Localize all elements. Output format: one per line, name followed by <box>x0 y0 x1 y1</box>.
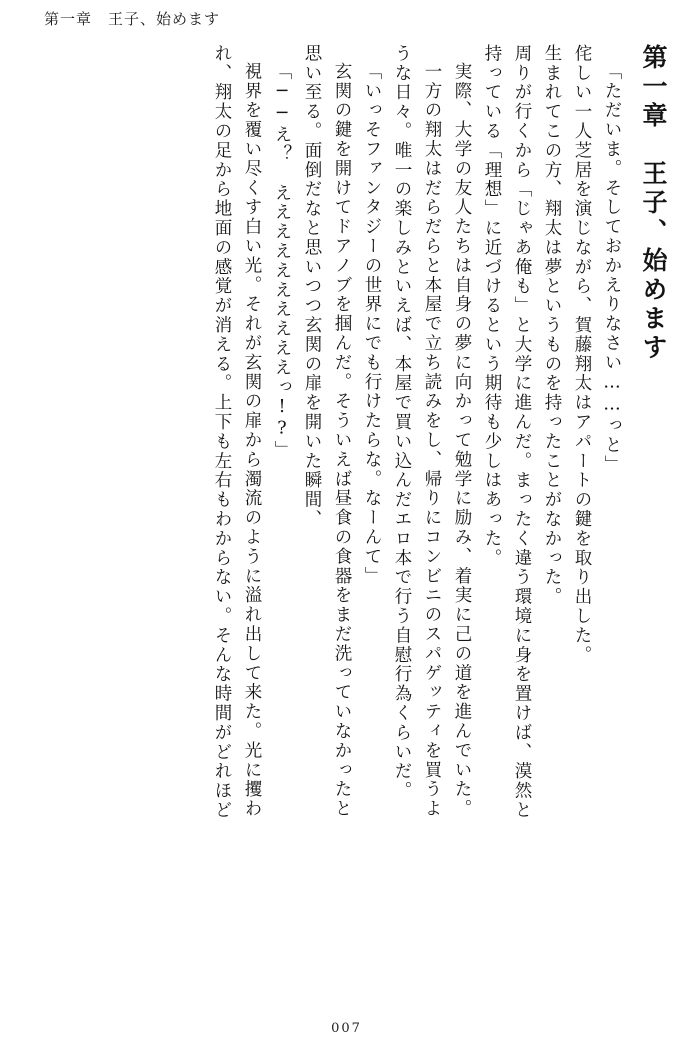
vertical-text-body <box>26 44 666 1004</box>
text-column: 侘しい一人芝居を演じながら、賀藤翔太はアパートの鍵を取り出した。 <box>572 44 592 665</box>
text-column: 実際、大学の友人たちは自身の夢に向かって勉学に励み、着実に己の道を進んでいた。 <box>452 62 472 819</box>
text-column: 「ただいま。そしておかえりなさい……っと」 <box>602 62 622 475</box>
text-column: 「──え？ ええええええええええっ!?」 <box>272 62 292 460</box>
text-column: 生まれてこの方、翔太は夢というものを持ったことがなかった。 <box>542 44 562 607</box>
text-column: 一方の翔太はだらだらと本屋で立ち読みをし、帰りにコンビニのスパゲッティを買うよ <box>422 62 442 819</box>
text-column: 周りが行くから「じゃあ俺も」と大学に進んだ。まったく違う環境に身を置けば、漠然と <box>512 44 532 820</box>
text-column: 思い至る。面倒だなと思いつつ玄関の扉を開いた瞬間、 <box>302 44 322 529</box>
text-column: 視界を覆い尽くす白い光。それが玄関の扉から濁流のように溢れ出して来た。光に攫わ <box>242 62 262 819</box>
running-head: 第一章 王子、始めます <box>44 10 221 28</box>
page-number: 007 <box>331 1021 362 1036</box>
chapter-title: 第一章 王子、始めます <box>639 44 668 363</box>
text-column: うな日々。唯一の楽しみといえば、本屋で買い込んだエロ本で行う自慰行為くらいだ。 <box>392 44 412 801</box>
text-column: 持っている「理想」に近づけるという期待も少しはあった。 <box>482 44 502 568</box>
text-column: 玄関の鍵を開けてドアノブを掴んだ。そういえば昼食の食器をまだ洗っていなかったと <box>332 62 352 819</box>
text-column: 「いっそファンタジーの世界にでも行けたらな。なーんて」 <box>362 62 382 586</box>
text-column: れ、翔太の足から地面の感覚が消える。上下も左右もわからない。そんな時間がどれほど <box>212 44 232 820</box>
